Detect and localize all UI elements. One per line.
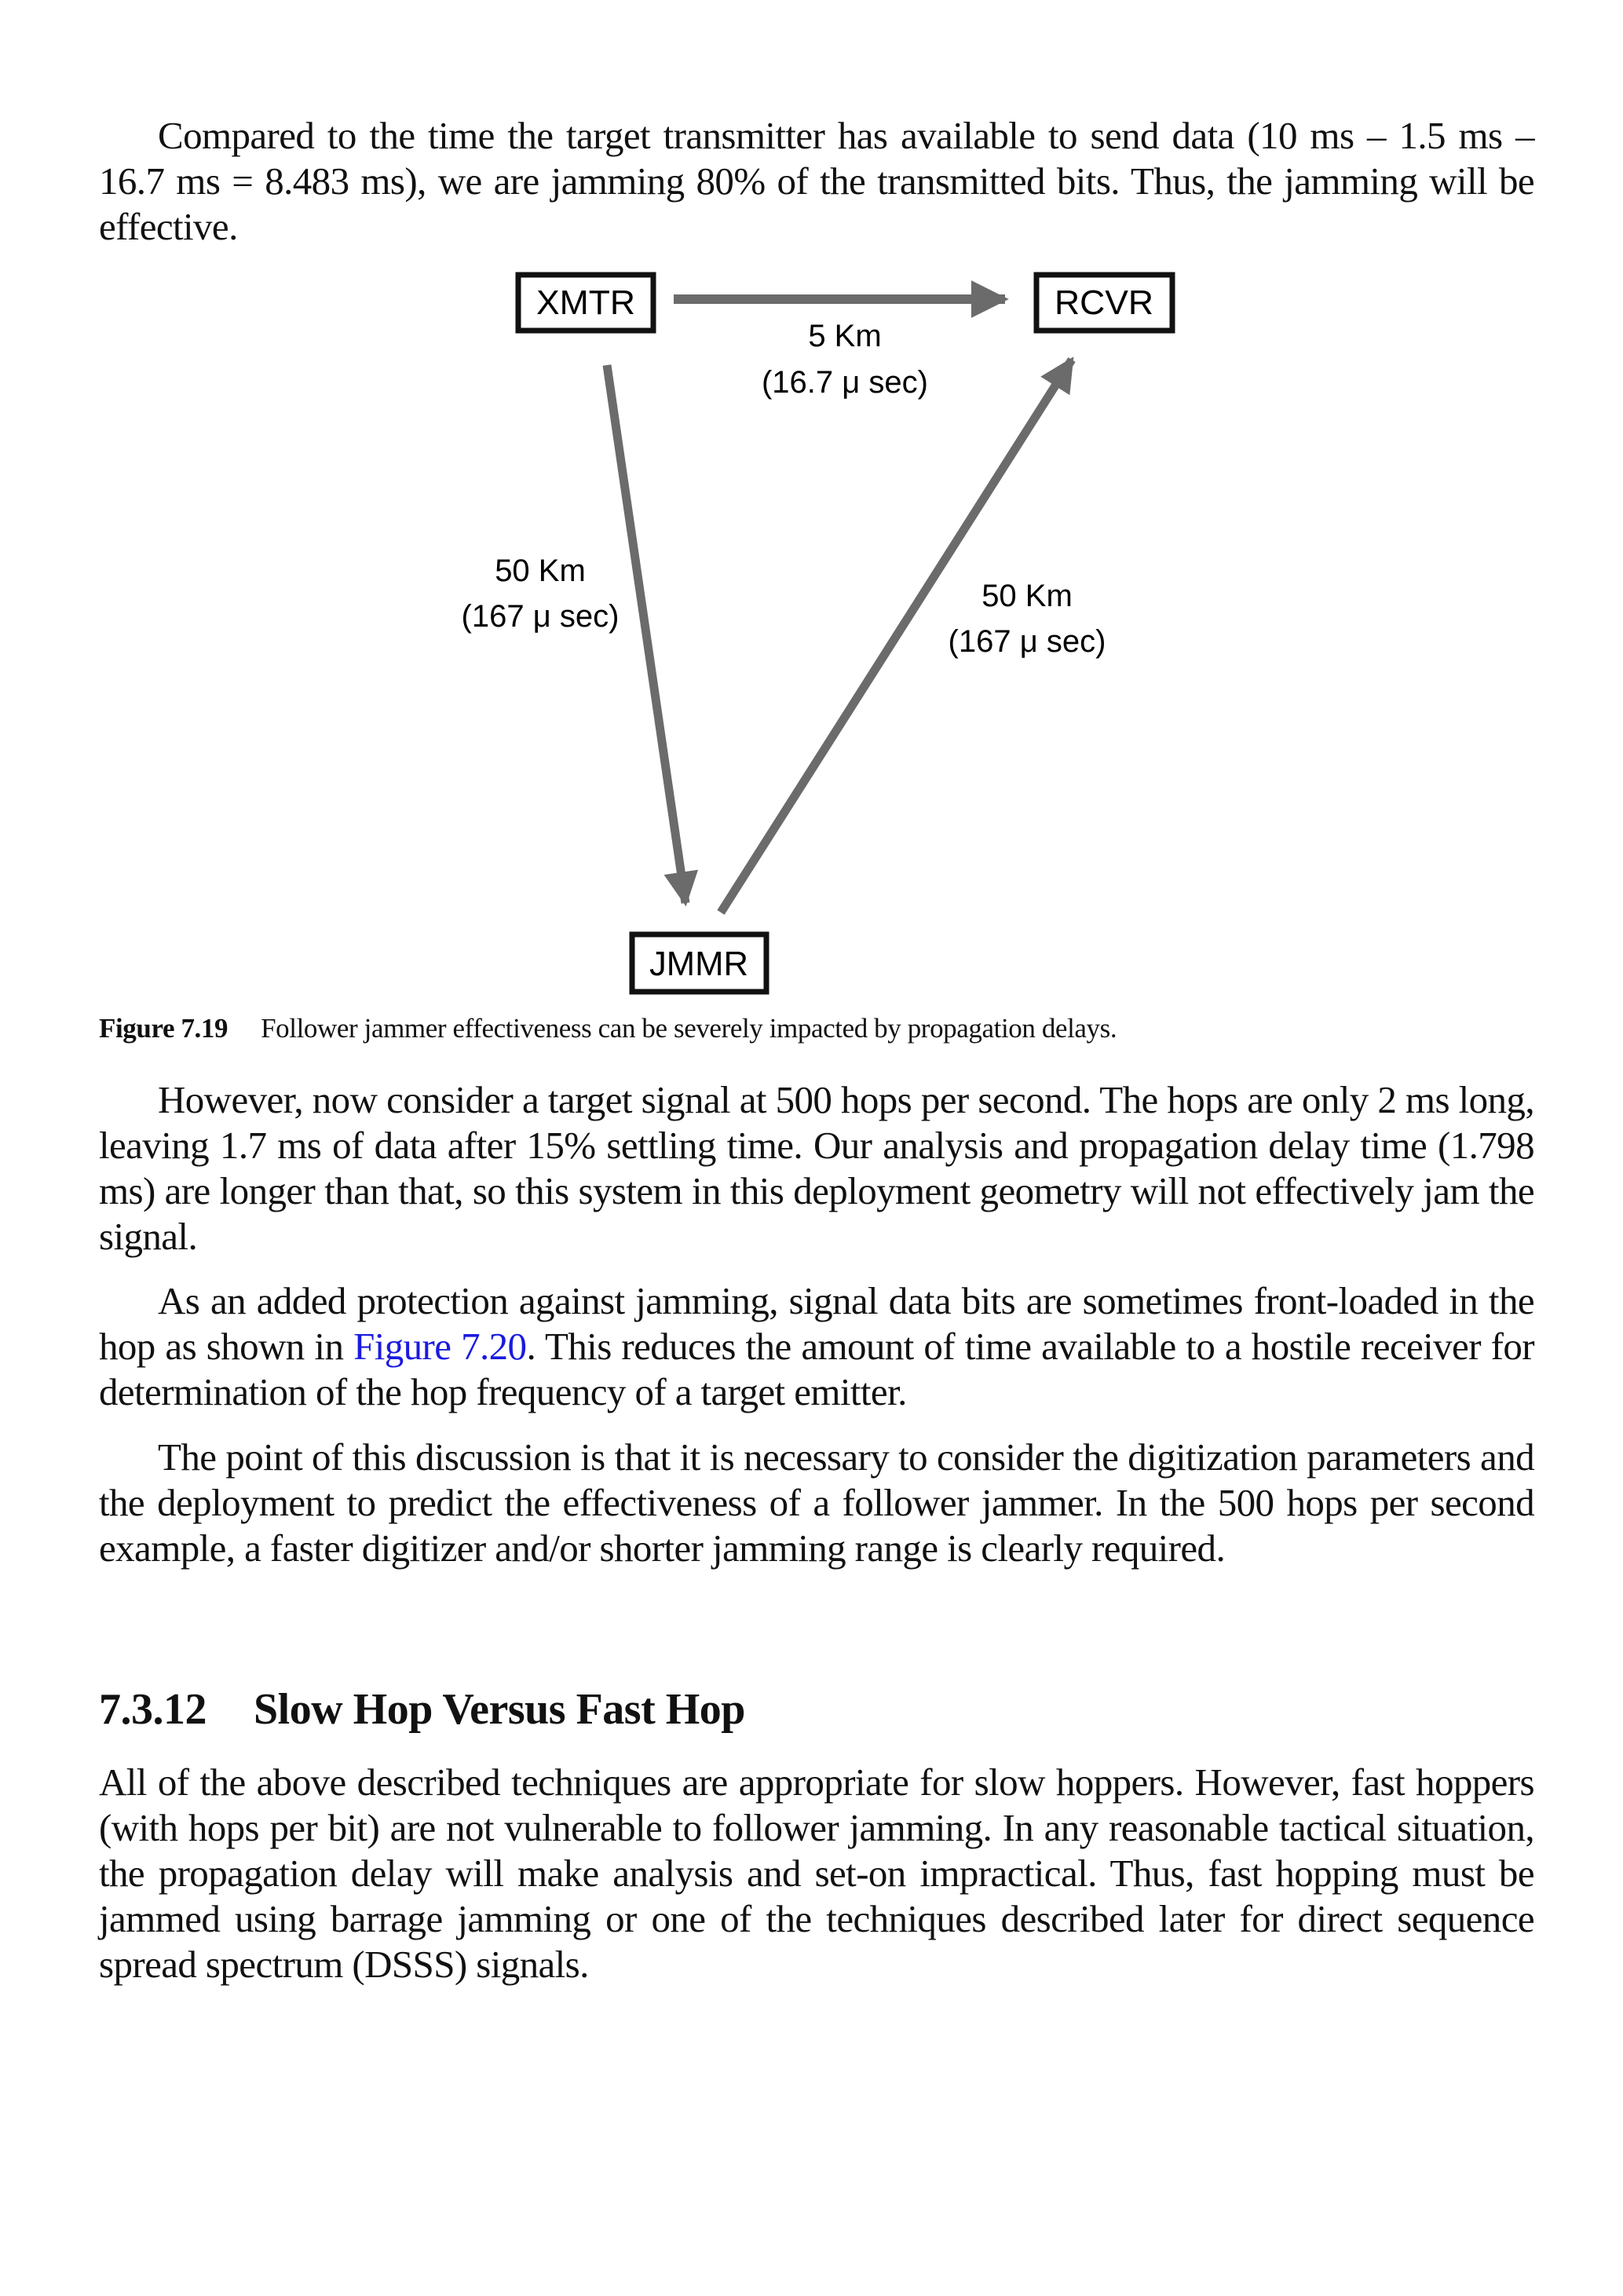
node-rcvr <box>1036 275 1172 331</box>
edge-label-xmtr-jmmr-distance: 50 Km <box>495 554 586 588</box>
node-jmmr <box>632 934 766 992</box>
svg-text:RCVR: RCVR <box>1055 283 1153 322</box>
figure-7-19-diagram <box>0 0 1623 1013</box>
edge-label-jmmr-rcvr-distance: 50 Km <box>981 579 1073 613</box>
edge-label-jmmr-rcvr-delay: (167 μ sec) <box>948 624 1106 659</box>
section-number: 7.3.12 <box>99 1685 207 1734</box>
svg-text:XMTR: XMTR <box>536 283 635 322</box>
paragraph-3: As an added protection against jamming, signal data bits are sometimes front-loaded in the hop as shown in Figure 7.20. This reduces the amount of time available to a hostile receiver for determination of the hop frequency of a target emitter. <box>99 1279 1534 1413</box>
edge-label-xmtr-rcvr-distance: 5 Km <box>808 319 882 353</box>
node-xmtr <box>518 275 653 331</box>
figure-caption-text: Follower jammer effectiveness can be severely impacted by propagation delays. <box>261 1013 1117 1044</box>
paragraph-1: Compared to the time the target transmitter has available to send data (10 ms – 1.5 ms – 16.7 ms = 8.483 ms), we are jamming 80% of the transmitted bits. Thus, the jamming will be effective. <box>99 114 1534 248</box>
section-title: Slow Hop Versus Fast Hop <box>254 1685 745 1734</box>
figure-caption <box>99 1013 1117 1044</box>
paragraph-4: The point of this discussion is that it is necessary to consider the digitization parameters and the deployment to predict the effectiveness of a follower jammer. In the 500 hops per second example, a faster digitizer and/or shorter jamming range is clearly required. <box>99 1435 1534 1570</box>
section-heading <box>99 1684 745 1735</box>
figure-caption-label: Figure 7.19 <box>99 1013 228 1044</box>
paragraph-5: All of the above described techniques are appropriate for slow hoppers. However, fast hoppers (with hops per bit) are not vulnerable to follower jamming. In any reasonable tactical situation, the propagation delay will make analysis and set-on impractical. Thus, fast hopping must be jammed using barrage jamming or one of the techniques described later for direct sequence spread spectrum (DSSS) signals. <box>99 1760 1534 1986</box>
arrow-xmtr-jmmr <box>607 365 685 903</box>
paragraph-2: However, now consider a target signal at 500 hops per second. The hops are only 2 ms long, leaving 1.7 ms of data after 15% settling time. Our analysis and propagation delay time (1.798 ms) are longer than that, so this system in this deployment geometry will not effectively jam the signal. <box>99 1078 1534 1258</box>
figure-7-20-link[interactable]: Figure 7.20 <box>353 1325 527 1368</box>
edge-label-xmtr-jmmr-delay: (167 μ sec) <box>461 599 620 634</box>
svg-text:JMMR: JMMR <box>649 945 748 983</box>
edge-label-xmtr-rcvr-delay: (16.7 μ sec) <box>761 365 929 400</box>
